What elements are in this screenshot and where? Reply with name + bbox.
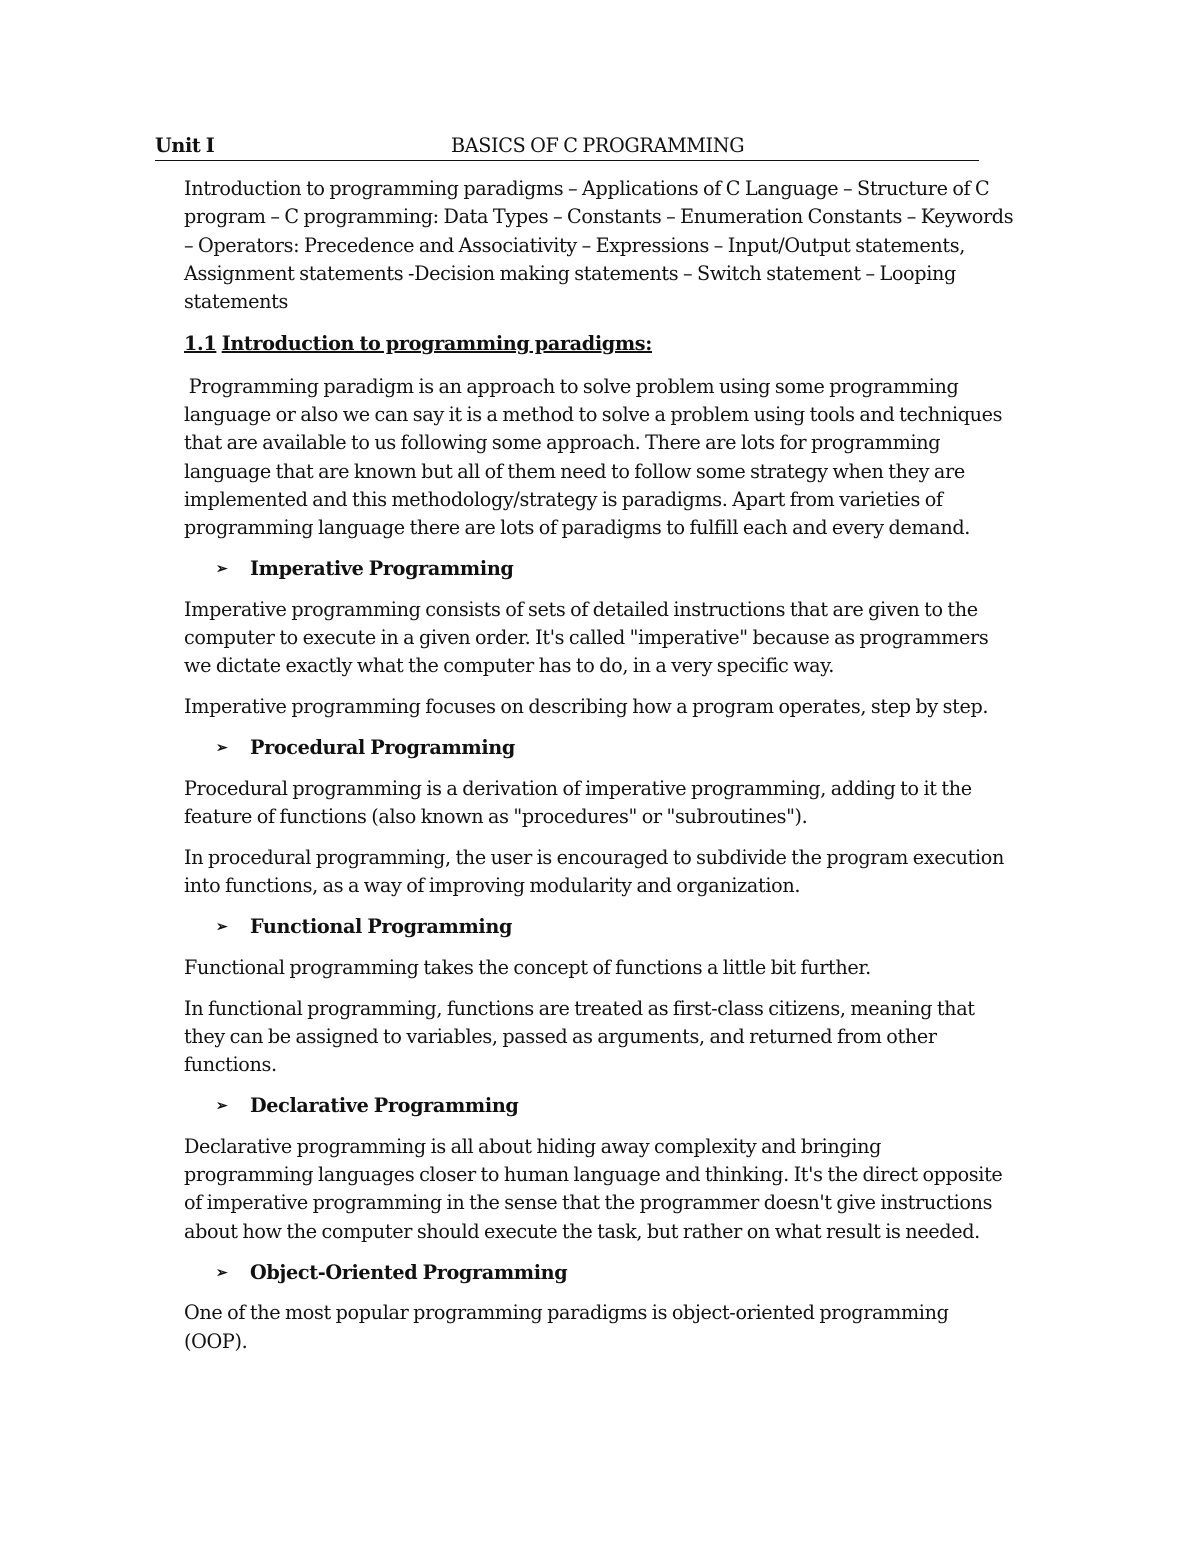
unit-label: Unit I [155, 133, 215, 157]
bullet-imperative [216, 555, 1014, 583]
functional-paragraph-2: In functional programming, functions are treated as first-class citizens, meaning that they can be assigned to variables, passed as arguments, and returned from other functions. [184, 996, 975, 1077]
bullet-procedural [216, 734, 1014, 762]
bullet-declarative [216, 1092, 1014, 1120]
oop-paragraph-1: One of the most popular programming paradigms is object-oriented programming (OOP). [184, 1301, 949, 1353]
declarative-paragraph-1: Declarative programming is all about hiding away complexity and bringing programming languages closer to human language and thinking. It's the direct opposite of imperative programming in the sense that the programmer doesn't give instructions about how the computer should execute the task, but rather on what result is needed. [184, 1134, 1003, 1243]
bullet-oop [216, 1259, 1014, 1287]
paradigm-definition: Programming paradigm is an approach to solve problem using some programming language or also we can say it is a method to solve a problem using tools and techniques that are available to us following some approach. There are lots for programming language that are known but all of them need to follow some strategy when they are implemented and this methodology/strategy is paradigms. Apart from varieties of programming language there are lots of paradigms to fulfill each and every demand. [184, 374, 1007, 540]
heading-declarative: Declarative Programming [250, 1094, 519, 1118]
imperative-paragraph-2: Imperative programming focuses on describing how a program operates, step by step. [184, 695, 989, 719]
page-content [155, 130, 1014, 1368]
section-heading [184, 330, 1014, 358]
bullet-functional [216, 913, 1014, 941]
arrow-bullet-icon: ➢ [216, 740, 228, 757]
imperative-paragraph-1: Imperative programming consists of sets of detailed instructions that are given to the computer to execute in a given order. It's called "imperative" because as programmers we dictate exactly what the computer has to do, in a very specific way. [184, 597, 989, 678]
functional-paragraph-1: Functional programming takes the concept of functions a little bit further. [184, 955, 871, 979]
heading-functional: Functional Programming [250, 915, 513, 939]
section-title: Introduction to programming paradigms: [221, 332, 652, 356]
unit-header [155, 130, 979, 161]
unit-title: BASICS OF C PROGRAMMING [451, 133, 745, 157]
procedural-paragraph-1: Procedural programming is a derivation of imperative programming, adding to it the feature of functions (also known as "procedures" or "subroutines"). [184, 776, 972, 829]
heading-oop: Object-Oriented Programming [250, 1260, 568, 1284]
arrow-bullet-icon: ➢ [216, 561, 228, 578]
heading-procedural: Procedural Programming [250, 736, 515, 760]
procedural-paragraph-2: In procedural programming, the user is encouraged to subdivide the program execution into functions, as a way of improving modularity and organization. [184, 845, 1005, 898]
arrow-bullet-icon: ➢ [216, 1264, 228, 1281]
arrow-bullet-icon: ➢ [216, 1098, 228, 1115]
heading-imperative: Imperative Programming [250, 557, 514, 581]
section-number: 1.1 [184, 332, 217, 356]
syllabus-intro: Introduction to programming paradigms – Applications of C Language – Structure of C program – C programming: Data Types – Constants – Enumeration Constants – Keywords – Operators: Precedence and Associativity – Expressions – Input/Output statements, Assignment statements -Decision making statements – Switch statement – Looping statements [184, 177, 1014, 314]
arrow-bullet-icon: ➢ [216, 919, 228, 936]
